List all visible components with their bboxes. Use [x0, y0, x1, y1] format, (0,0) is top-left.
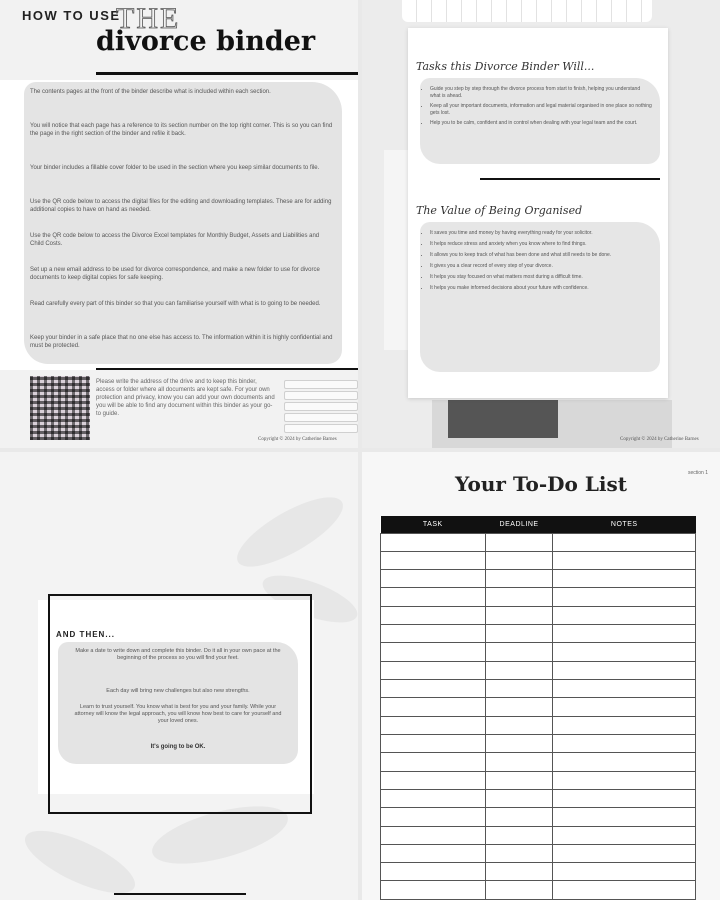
- notes-cell[interactable]: [553, 661, 696, 679]
- todo-table: [380, 516, 696, 900]
- deadline-cell[interactable]: [485, 625, 553, 643]
- task-cell[interactable]: [381, 570, 486, 588]
- notes-cell[interactable]: [553, 808, 696, 826]
- page-title: [362, 472, 720, 496]
- keyboard-photo: [402, 0, 652, 22]
- instruction-paragraph: Your binder includes a fillable cover folder to be used in the section where you keep similar documents to file.: [30, 165, 320, 171]
- notes-cell[interactable]: [553, 606, 696, 624]
- table-row: [381, 716, 696, 734]
- deadline-cell[interactable]: [485, 661, 553, 679]
- table-row: [381, 680, 696, 698]
- leaf-shadow: [228, 485, 352, 580]
- dark-book-photo: [448, 400, 558, 438]
- table-header-row: [381, 516, 696, 533]
- deadline-cell[interactable]: [485, 533, 553, 551]
- task-cell[interactable]: [381, 844, 486, 862]
- table-row: [381, 844, 696, 862]
- list-item: • It gives you a clear record of every step of your divorce.: [430, 263, 652, 270]
- deadline-cell[interactable]: [485, 771, 553, 789]
- notes-cell[interactable]: [553, 881, 696, 900]
- copyright-text: Copyright © 2024 by Catherine Barnes: [258, 437, 337, 442]
- deadline-cell[interactable]: [485, 570, 553, 588]
- title-divider: [96, 72, 358, 75]
- deadline-cell[interactable]: [485, 789, 553, 807]
- instruction-paragraph: Set up a new email address to be used for divorce correspondence, and make a new folder to use for divorce documents to keep digital copies for safe keeping.: [30, 267, 320, 281]
- deadline-cell[interactable]: [485, 844, 553, 862]
- notes-cell[interactable]: [553, 753, 696, 771]
- task-cell[interactable]: [381, 753, 486, 771]
- instruction-paragraph: The contents pages at the front of the binder describe what is included within each section.: [30, 89, 271, 95]
- header-small: HOW TO USE: [22, 8, 121, 23]
- paragraph: Learn to trust yourself. You know what is best for you and your family. While your attorney will know the legal approach, you will know how best to care for yourself and your loved ones.: [74, 704, 282, 724]
- deadline-cell[interactable]: [485, 698, 553, 716]
- list-item: • Keep all your important documents, information and legal material organised in one place so nothing gets lost.: [430, 103, 652, 117]
- how-to-use-panel: [0, 0, 358, 448]
- task-cell[interactable]: [381, 716, 486, 734]
- notes-cell[interactable]: [553, 734, 696, 752]
- deadline-cell[interactable]: [485, 643, 553, 661]
- stacked-binders-photo: [284, 378, 358, 440]
- notes-cell[interactable]: [553, 533, 696, 551]
- todo-rows: [381, 533, 696, 900]
- table-row: [381, 588, 696, 606]
- instruction-paragraph: You will notice that each page has a reference to its section number on the top right corner. This is so you can find the page in the right section of the binder and refile it back.: [30, 123, 333, 137]
- table-row: [381, 753, 696, 771]
- page-title: divorce binder: [96, 26, 316, 57]
- instruction-paragraph: Keep your binder in a safe place that no one else has access to. The information within it is highly confidential and must be protected.: [30, 335, 333, 349]
- table-row: [381, 625, 696, 643]
- notes-cell[interactable]: [553, 643, 696, 661]
- paragraph: Each day will bring new challenges but also new strengths.: [106, 688, 250, 694]
- table-row: [381, 570, 696, 588]
- list-item: • Help you to be calm, confident and in control when dealing with your legal team and the court.: [430, 120, 652, 127]
- table-row: [381, 698, 696, 716]
- copyright-text: Copyright © 2024 by Catherine Barnes: [620, 437, 699, 442]
- closing-line: It's going to be OK.: [150, 744, 206, 750]
- task-cell[interactable]: [381, 533, 486, 551]
- table-row: [381, 771, 696, 789]
- task-cell[interactable]: [381, 863, 486, 881]
- task-cell[interactable]: [381, 643, 486, 661]
- table-row: [381, 808, 696, 826]
- title-plain: Your: [455, 472, 513, 496]
- list-item: • It helps reduce stress and anxiety when you know where to find things.: [430, 241, 652, 248]
- section-divider: [480, 178, 660, 180]
- task-cell[interactable]: [381, 551, 486, 569]
- table-row: [381, 533, 696, 551]
- table-row: [381, 826, 696, 844]
- instruction-paragraph: Use the QR code below to access the digital files for the editing and downloading templates. These are for adding additional copies to have on hand as needed.: [30, 199, 332, 213]
- instruction-paragraph: Use the QR code below to access the Divorce Excel templates for Monthly Budget, Assets and Liabilities and Child Costs.: [30, 233, 320, 247]
- bottom-divider: [114, 893, 246, 895]
- deadline-cell[interactable]: [485, 588, 553, 606]
- qr-description: Please write the address of the drive and to keep this binder, access or folder where all documents are kept safe. For your own protection and privacy, know you can add your own documents and you will be able to find any document within this binder as your go-to guide.: [96, 379, 275, 417]
- and-then-panel: [0, 452, 358, 900]
- deadline-cell[interactable]: [485, 808, 553, 826]
- task-cell[interactable]: [381, 625, 486, 643]
- deadline-cell[interactable]: [485, 753, 553, 771]
- notes-cell[interactable]: [553, 716, 696, 734]
- table-row: [381, 881, 696, 900]
- task-cell[interactable]: [381, 698, 486, 716]
- qr-divider: [96, 368, 358, 370]
- list-item: • Guide you step by step through the divorce process from start to finish, helping you understand what is ahead.: [430, 86, 652, 100]
- task-cell[interactable]: [381, 680, 486, 698]
- notes-cell[interactable]: [553, 680, 696, 698]
- column-header-deadline: DEADLINE: [485, 516, 553, 533]
- column-header-notes: NOTES: [553, 516, 696, 533]
- task-cell[interactable]: [381, 826, 486, 844]
- section-label: section 1: [687, 470, 708, 476]
- table-row: [381, 643, 696, 661]
- notes-cell[interactable]: [553, 789, 696, 807]
- deadline-cell[interactable]: [485, 606, 553, 624]
- section-heading: The Value of Being Organised: [416, 204, 583, 217]
- section-heading: AND THEN...: [56, 630, 115, 639]
- task-cell[interactable]: [381, 789, 486, 807]
- notes-cell[interactable]: [553, 698, 696, 716]
- list-item: • It allows you to keep track of what has been done and what still needs to be done.: [430, 252, 652, 259]
- bullet-list: [430, 86, 652, 127]
- notes-cell[interactable]: [553, 826, 696, 844]
- list-item: • It saves you time and money by having everything ready for your solicitor.: [430, 230, 652, 237]
- deadline-cell[interactable]: [485, 680, 553, 698]
- table-row: [381, 789, 696, 807]
- column-header-task: TASK: [381, 516, 486, 533]
- notes-cell[interactable]: [553, 588, 696, 606]
- deadline-cell[interactable]: [485, 551, 553, 569]
- instruction-paragraph: Read carefully every part of this binder so that you can familiarise yourself with what is to going to be needed.: [30, 301, 321, 307]
- bullet-list: [430, 230, 652, 292]
- table-row: [381, 661, 696, 679]
- deadline-cell[interactable]: [485, 826, 553, 844]
- notes-cell[interactable]: [553, 844, 696, 862]
- deadline-cell[interactable]: [485, 716, 553, 734]
- table-row: [381, 551, 696, 569]
- binder-purpose-panel: [362, 0, 720, 448]
- deadline-cell[interactable]: [485, 734, 553, 752]
- list-item: • It helps you make informed decisions about your future with confidence.: [430, 285, 652, 292]
- task-cell[interactable]: [381, 771, 486, 789]
- notes-cell[interactable]: [553, 771, 696, 789]
- table-row: [381, 606, 696, 624]
- task-cell[interactable]: [381, 661, 486, 679]
- task-cell[interactable]: [381, 808, 486, 826]
- notes-cell[interactable]: [553, 551, 696, 569]
- task-cell[interactable]: [381, 881, 486, 900]
- todo-list-panel: [362, 452, 720, 900]
- purpose-page: [408, 28, 668, 398]
- notes-cell[interactable]: [553, 570, 696, 588]
- table-row: [381, 734, 696, 752]
- header-the: THE: [116, 2, 181, 35]
- deadline-cell[interactable]: [485, 863, 553, 881]
- deadline-cell[interactable]: [485, 881, 553, 900]
- paragraph: Make a date to write down and complete this binder. Do it all in your own pace at the beginning of the process so you will find your feet.: [75, 648, 281, 661]
- section-heading: Tasks this Divorce Binder Will...: [416, 60, 595, 73]
- task-cell[interactable]: [381, 588, 486, 606]
- notes-cell[interactable]: [553, 863, 696, 881]
- task-cell[interactable]: [381, 606, 486, 624]
- notes-cell[interactable]: [553, 625, 696, 643]
- table-row: [381, 863, 696, 881]
- qr-code-icon[interactable]: [30, 376, 90, 440]
- leaf-shadow: [17, 819, 143, 900]
- title-bold: To-Do List: [512, 472, 627, 496]
- list-item: • It helps you stay focused on what matters most during a difficult time.: [430, 274, 652, 281]
- task-cell[interactable]: [381, 734, 486, 752]
